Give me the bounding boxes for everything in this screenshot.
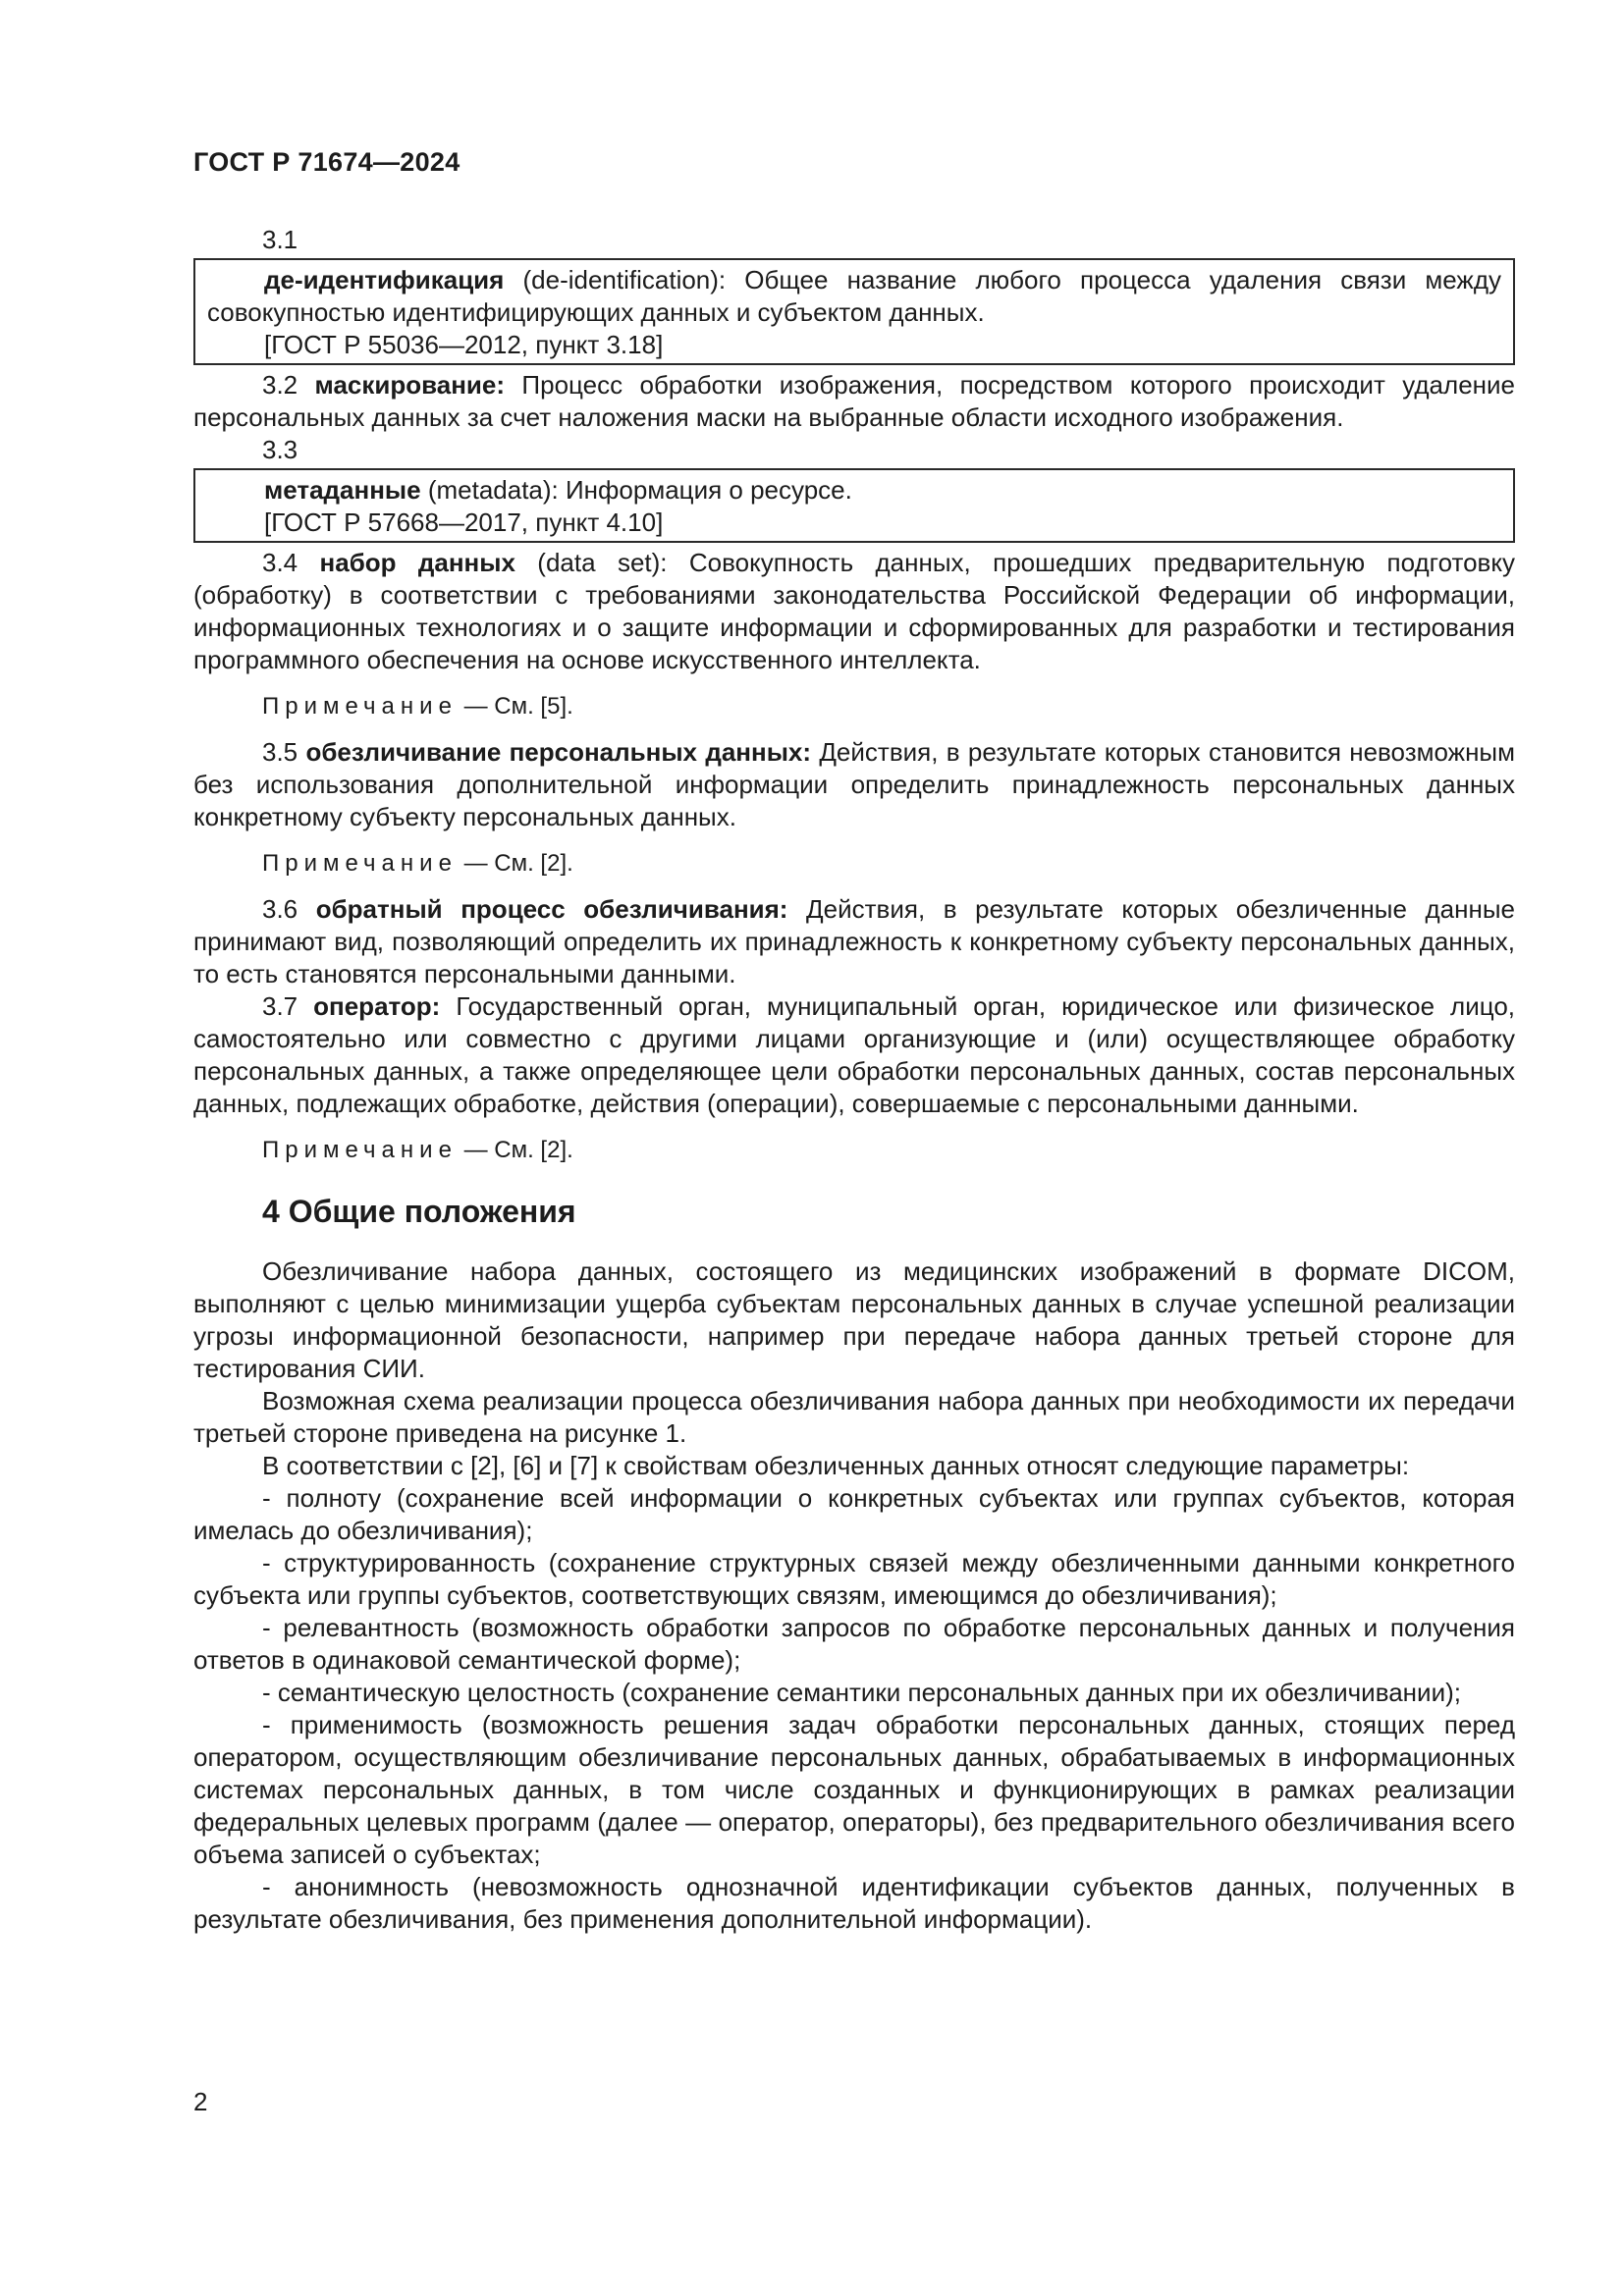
term-name: обезличивание персональных данных: [305,737,812,767]
list-item: - семантическую целостность (сохранение семантики персональных данных при их обезличивании); [262,1678,1461,1707]
term-number: 3.7 [262,991,314,1021]
term-name: де-идентификация [264,265,505,294]
term-text: Процесс обработки изображения, посредством которого происходит удаление персональных данных за счет наложения маски на выбранные области исходного изображения. [193,370,1515,432]
document-body [193,224,1515,1936]
term-name: оператор: [313,991,441,1021]
list-item: - полноту (сохранение всей информации о конкретных субъектах или группах субъектов, которая имелась до обезличивания); [193,1483,1515,1545]
term-number: 3.5 [262,737,306,767]
note-text: — См. [2]. [457,850,573,877]
term-number-3-3: 3.3 [262,435,298,464]
note-3-5 [193,847,1515,880]
list-item: - применимость (возможность решения задач обработки персональных данных, стоящих перед оператором, осуществляющим обезличивание персональных данных, обрабатываемых в информационных системах персональных данных, в том числе созданных и функционирующих в рамках реализации федеральных целевых программ (далее — оператор, операторы), без предварительного обезличивания всего объема записей о субъектах; [193,1710,1515,1869]
term-definition-3-6 [193,893,1515,990]
term-definition-3-2 [193,369,1515,434]
list-item: - релевантность (возможность обработки запросов по обработке персональных данных и получения ответов в одинаковой семантической форме); [193,1613,1515,1675]
term-name: метаданные [264,475,421,505]
term-text: Действия, в результате которых обезличенные данные принимают вид, позволяющий определить их принадлежность к конкретному субъекту персональных данных, то есть становятся персональными данными. [193,894,1515,988]
section-heading: 4 Общие положения [262,1194,576,1229]
term-definition-3-3 [207,474,1501,507]
term-number: 3.6 [262,894,316,924]
term-box-3-1 [193,258,1515,365]
note-text: — См. [2]. [457,1137,573,1163]
note-label: Примечание [262,850,458,877]
paragraph: В соответствии с [2], [6] и [7] к свойствам обезличенных данных относят следующие параметры: [262,1451,1410,1480]
term-source-3-1: [ГОСТ Р 55036—2012, пункт 3.18] [264,330,664,359]
term-name: маскирование: [314,370,506,400]
term-box-3-3 [193,468,1515,543]
note-3-7 [193,1134,1515,1166]
list-item: - структурированность (сохранение структурных связей между обезличенными данными конкретного субъекта или группы субъектов, соответствующих связям, имеющимся до обезличивания); [193,1548,1515,1610]
page-number: 2 [193,2087,208,2116]
term-text: Действия, в результате которых становится невозможным без использования дополнительной информации определить принадлежность персональных данных конкретному субъекту персональных данных. [193,737,1515,831]
term-definition-3-7 [193,990,1515,1120]
term-text: (data set): Совокупность данных, прошедших предварительную подготовку (обработку) в соответствии с требованиями законодательства Российской Федерации об информации, информационных технологиях и о защите информации и сформированных для разработки и тестирования программного обеспечения на основе искусственного интеллекта. [193,548,1516,674]
document-header: ГОСТ Р 71674—2024 [193,147,460,177]
term-text: Государственный орган, муниципальный орган, юридическое или физическое лицо, самостоятельно или совместно с другими лицами организующие и (или) осуществляющее обработку персональных данных, а также определяющее цели обработки персональных данных, состав персональных данных, подлежащих обработке, действия (операции), совершаемые с персональными данными. [193,991,1516,1118]
term-definition-3-4 [193,547,1515,676]
paragraph: Возможная схема реализации процесса обезличивания набора данных при необходимости их передачи третьей стороне приведена на рисунке 1. [193,1386,1515,1448]
paragraph: Обезличивание набора данных, состоящего из медицинских изображений в формате DICOM, выполняют с целью минимизации ущерба субъектам персональных данных в случае успешной реализации угрозы информационной безопасности, например при передаче набора данных третьей стороне для тестирования СИИ. [193,1256,1515,1383]
term-text: (metadata): Информация о ресурсе. [420,475,852,505]
term-number-3-1: 3.1 [262,225,298,254]
term-definition-3-5 [193,736,1515,833]
list-item: - анонимность (невозможность однозначной идентификации субъектов данных, полученных в результате обезличивания, без применения дополнительной информации). [193,1872,1515,1934]
note-label: Примечание [262,693,458,720]
term-name: набор данных [319,548,515,577]
term-text: (de-identification): Общее название любого процесса удаления связи между совокупностью идентифицирующих данных и субъектом данных. [207,265,1501,327]
term-name: обратный процесс обезличивания: [315,894,788,924]
term-number: 3.2 [262,370,315,400]
term-source-3-3: [ГОСТ Р 57668—2017, пункт 4.10] [264,507,664,537]
note-label: Примечание [262,1137,458,1163]
note-3-4 [193,690,1515,722]
note-text: — См. [5]. [457,693,573,720]
term-number: 3.4 [262,548,320,577]
term-definition-3-1 [207,264,1501,329]
